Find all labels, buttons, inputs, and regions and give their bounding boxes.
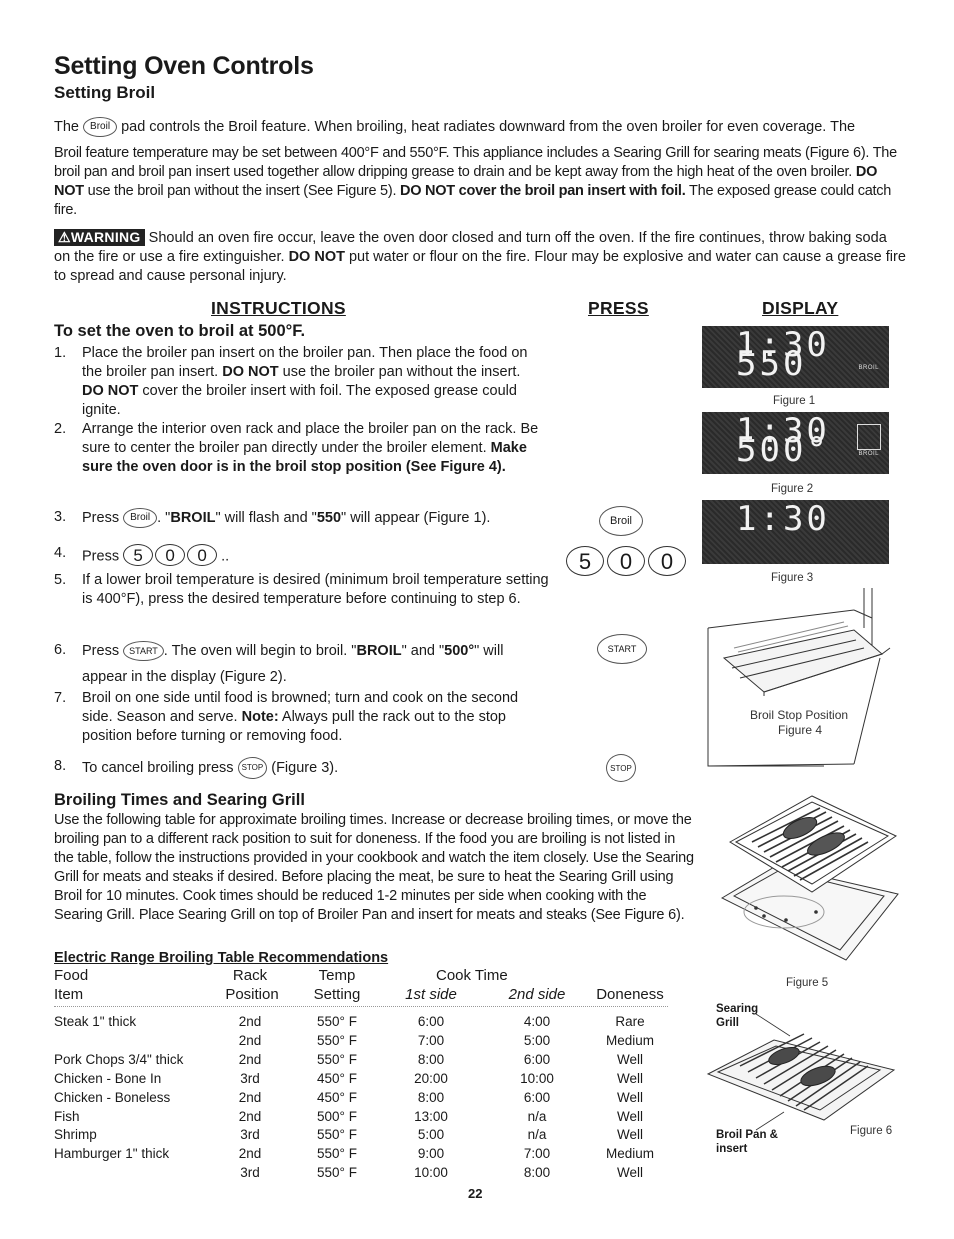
display-digits: 1:30: [736, 499, 830, 539]
cell-doneness: Well: [616, 1089, 643, 1105]
cell-temp: 550° F: [317, 1127, 357, 1143]
step-text: cover the broiler insert with foil. The exposed grease could ignite.: [82, 383, 517, 418]
cell-temp: 500° F: [317, 1108, 357, 1124]
cell-2nd-side: 6:00: [523, 1051, 551, 1067]
cell-1st-side: 10:00: [414, 1165, 448, 1181]
cell-food: Fish: [54, 1108, 80, 1124]
cell-rack: 2nd: [238, 1014, 262, 1029]
cell-rack: 2nd: [238, 1108, 262, 1124]
cell-1st-side: 5:00: [417, 1127, 445, 1143]
table-title: Electric Range Broiling Table Recommendations: [54, 950, 389, 966]
step-number: 1.: [54, 345, 67, 361]
header-position: Position: [225, 986, 279, 1003]
header-cook-time: Cook Time: [436, 967, 508, 984]
cell-doneness: Medium: [605, 1146, 654, 1162]
step-text: (Figure 3).: [271, 759, 339, 776]
column-display: DISPLAY: [762, 298, 839, 318]
header-item: Item: [54, 986, 84, 1003]
display-digits: 1:30 500°: [736, 411, 830, 470]
cell-doneness: Well: [616, 1051, 643, 1067]
intro-text: pad controls the Broil feature. When broiling, heat radiates downward from the oven broiler for even coverage. The: [121, 119, 856, 135]
step-text: Press: [82, 548, 120, 565]
broiling-text: Use the following table for approximate broiling times. Increase or decrease broiling times, or move the broiling pan to a different rack position to suit for doneness. If the food you are broiling is not listed in the table, follow the instructions provided in your cookbook and watch the item closely. Use the Searing Grill for meats and steaks if desired. Before placing the meat, be sure to heat the Searing Grill using Broil for 10 minutes. Cook times should be reduced 1-2 minutes per side when cooking with the Searing Grill. Place Searing Grill on top of Broiler Pan and insert for meats and steaks (See Figure 6).: [54, 812, 694, 923]
step-number: 6.: [54, 642, 67, 658]
cell-food: Chicken - Boneless: [54, 1089, 171, 1105]
donot-emphasis: DO NOT: [82, 383, 139, 399]
cell-2nd-side: 6:00: [523, 1089, 551, 1105]
note-label: Note:: [241, 709, 279, 725]
start-pad-icon: START: [123, 641, 164, 661]
step-7: [54, 689, 554, 746]
warning-block: [54, 229, 906, 286]
cell-2nd-side: 5:00: [523, 1032, 551, 1048]
broil-pan-insert-illustration: [716, 790, 904, 962]
step-5: [54, 571, 554, 609]
foil-warning-emphasis: DO NOT cover the broil pan insert with foil.: [400, 183, 686, 199]
broil-indicator: BROIL: [858, 365, 879, 371]
cell-doneness: Rare: [615, 1014, 645, 1029]
step-text: Press: [82, 509, 120, 526]
display-figure-1: [702, 326, 889, 388]
instructions-heading: To set the oven to broil at 500°F.: [54, 322, 306, 340]
table-row: [54, 1050, 674, 1069]
cell-temp: 550° F: [317, 1032, 357, 1048]
cell-rack: 2nd: [238, 1051, 262, 1067]
step-text: If a lower broil temperature is desired (minimum broil temperature setting is 400°F), press the desired temperature before continuing to step 6.: [82, 572, 549, 607]
step-text: . The oven will begin to broil. ": [163, 642, 357, 659]
step-number: 4.: [54, 545, 67, 561]
step-number: 2.: [54, 421, 67, 437]
cell-food: Pork Chops 3/4" thick: [54, 1051, 184, 1067]
page-number: 22: [468, 1186, 483, 1201]
figure-5-caption: Figure 5: [786, 977, 829, 989]
numeric-keys: [566, 546, 686, 576]
step-1: [54, 344, 554, 420]
cell-1st-side: 8:00: [417, 1089, 445, 1105]
intro-text: use the broil pan without the insert (See Figure 5).: [87, 183, 397, 199]
cell-rack: 2nd: [238, 1032, 262, 1048]
step-text: " and ": [401, 642, 445, 659]
cell-1st-side: 13:00: [414, 1108, 448, 1124]
header-1st-side: 1st side: [405, 986, 457, 1003]
broil-button[interactable]: Broil: [599, 506, 643, 536]
key-0-button[interactable]: 0: [607, 546, 645, 576]
temp-500: 500°: [444, 642, 475, 659]
intro-text: Broil feature temperature may be set between 400°F and 550°F. This appliance includes a Searing Grill for searing meats (Figure 6). The broil pan and broil pan insert used together allow dripping grease to drain and be kept away from the high heat of the oven broiler.: [54, 145, 897, 180]
step-4: [54, 544, 554, 567]
donot-emphasis: DO NOT: [222, 364, 279, 380]
cell-rack: 2nd: [238, 1146, 262, 1162]
figure-1-caption: Figure 1: [773, 395, 816, 407]
cell-rack: 3rd: [240, 1165, 260, 1181]
table-row: [54, 1125, 674, 1144]
warning-text: put water or flour on the fire. Flour may be explosive and water can cause a grease fire to spread and cause personal injury.: [54, 249, 906, 284]
table-header-row-2: [54, 985, 674, 1004]
cell-1st-side: 6:00: [417, 1014, 445, 1029]
cell-2nd-side: 7:00: [523, 1146, 551, 1162]
step-text: ..: [221, 548, 230, 565]
cell-temp: 450° F: [317, 1070, 357, 1086]
cell-1st-side: 9:00: [417, 1146, 445, 1162]
table-divider: [54, 1006, 668, 1007]
cell-2nd-side: n/a: [527, 1108, 547, 1124]
cell-food: Steak 1" thick: [54, 1014, 137, 1029]
step-text: Press: [82, 642, 120, 659]
table-row: [54, 1144, 674, 1163]
header-temp: Temp: [318, 967, 356, 984]
step-3: [54, 508, 554, 528]
broil-word: BROIL: [170, 509, 216, 526]
step-text: Always pull the rack out to the stop position before turning or removing food.: [82, 709, 506, 744]
header-setting: Setting: [313, 986, 361, 1003]
cell-rack: 2nd: [238, 1089, 262, 1105]
table-row: [54, 1031, 674, 1050]
figure-2-caption: Figure 2: [771, 483, 814, 495]
table-row: [54, 1088, 674, 1107]
broiling-paragraph: [54, 811, 698, 925]
cell-rack: 3rd: [240, 1127, 260, 1143]
table-header-row-1: [54, 966, 674, 985]
table-row: [54, 1069, 674, 1088]
table-row: [54, 1163, 674, 1182]
header-doneness: Doneness: [596, 986, 664, 1003]
cell-1st-side: 20:00: [414, 1070, 448, 1086]
cell-1st-side: 8:00: [417, 1051, 445, 1067]
display-figure-3: [702, 500, 889, 564]
step-6: [54, 641, 554, 687]
key-5-icon: 5: [123, 544, 153, 566]
cell-food: Shrimp: [54, 1127, 97, 1143]
step-number: 3.: [54, 509, 67, 525]
figure-4-caption: Figure 4: [778, 723, 823, 737]
temp-550: 550: [316, 509, 342, 526]
warning-text: Should an oven fire occur, leave the oven door closed and turn off the oven. If the fire continues, throw baking soda on the fire or use a fire extinguisher.: [54, 230, 887, 265]
intro-paragraph: [54, 116, 906, 220]
cell-food: Hamburger 1" thick: [54, 1146, 170, 1162]
cell-doneness: Well: [616, 1108, 643, 1124]
broil-pan-insert-label: Broil Pan & insert: [716, 1129, 778, 1155]
step-text: To cancel broiling press: [82, 759, 234, 776]
figure-3-caption: Figure 3: [771, 572, 814, 584]
cell-temp: 550° F: [317, 1051, 357, 1067]
step-text: " will flash and ": [215, 509, 317, 526]
key-0-icon: 0: [155, 544, 185, 566]
header-food: Food: [54, 967, 89, 984]
cell-1st-side: 7:00: [417, 1032, 445, 1048]
broil-pad-icon: Broil: [123, 508, 157, 528]
key-0-icon: 0: [187, 544, 217, 566]
step-text: Place the broiler pan insert on the broiler pan. Then place the food on the broiler pan insert.: [82, 345, 528, 380]
key-5-button[interactable]: 5: [566, 546, 604, 576]
page-title: Setting Oven Controls: [54, 52, 314, 80]
figure-6-caption: Figure 6: [850, 1125, 893, 1137]
column-press: PRESS: [588, 298, 649, 318]
cell-2nd-side: 10:00: [520, 1070, 554, 1086]
cell-2nd-side: 4:00: [523, 1014, 551, 1029]
step-number: 8.: [54, 758, 67, 774]
step-text: use the broiler pan without the insert.: [282, 364, 521, 380]
step-text: appear in the display (Figure 2).: [82, 669, 287, 685]
display-figure-2: [702, 412, 889, 474]
section-heading: Setting Broil: [54, 83, 156, 102]
step-text: Broil on one side until food is browned; turn and cook on the second side. Season and serve.: [82, 690, 519, 725]
step-number: 5.: [54, 572, 67, 588]
cell-temp: 450° F: [317, 1089, 357, 1105]
donot-emphasis: DO NOT: [288, 249, 345, 265]
cell-doneness: Well: [616, 1070, 643, 1086]
searing-grill-label: Searing Grill: [716, 1003, 759, 1029]
column-instructions: INSTRUCTIONS: [211, 298, 346, 318]
table-row: [54, 1107, 674, 1126]
broil-pad-icon: Broil: [83, 117, 117, 137]
cell-doneness: Well: [616, 1127, 643, 1143]
cell-temp: 550° F: [317, 1014, 357, 1029]
broil-indicator: BROIL: [858, 451, 879, 457]
step-text: Arrange the interior oven rack and place the broiler pan on the rack. Be sure to center the broiler pan directly under the broiler element.: [82, 421, 539, 456]
stop-button[interactable]: STOP: [606, 754, 636, 782]
cell-temp: 550° F: [317, 1146, 357, 1162]
table-row: [54, 1012, 674, 1031]
step-text: " will appear (Figure 1).: [341, 509, 491, 526]
broil-word: BROIL: [356, 642, 402, 659]
key-0-button[interactable]: 0: [648, 546, 686, 576]
start-button[interactable]: START: [597, 634, 647, 664]
intro-text: The exposed grease could catch fire.: [54, 183, 892, 218]
cell-2nd-side: n/a: [527, 1127, 547, 1143]
donot-emphasis: DO NOT: [54, 164, 878, 199]
oven-broil-stop-illustration: [704, 588, 894, 770]
step-text: " will: [474, 642, 504, 659]
cell-temp: 550° F: [317, 1165, 357, 1181]
cell-food: Chicken - Bone In: [54, 1070, 162, 1086]
header-rack: Rack: [232, 967, 268, 984]
step-number: 7.: [54, 690, 67, 706]
display-digits: 1:30 550: [736, 325, 830, 384]
header-2nd-side: 2nd side: [508, 986, 566, 1003]
step-text: . ": [157, 509, 171, 526]
cell-doneness: Medium: [605, 1032, 654, 1048]
cell-2nd-side: 8:00: [523, 1165, 551, 1181]
intro-text: The: [54, 119, 79, 135]
warning-badge: ⚠WARNING: [54, 229, 145, 246]
broiling-heading: Broiling Times and Searing Grill: [54, 791, 305, 809]
step-8: [54, 757, 554, 779]
step-2: [54, 420, 554, 477]
stop-pad-icon: STOP: [238, 757, 268, 779]
cell-rack: 3rd: [240, 1070, 260, 1086]
cell-doneness: Well: [616, 1165, 643, 1181]
figure-4-label: Broil Stop Position: [750, 708, 849, 722]
broil-stop-emphasis: Make sure the oven door is in the broil stop position (See Figure 4).: [82, 440, 527, 475]
